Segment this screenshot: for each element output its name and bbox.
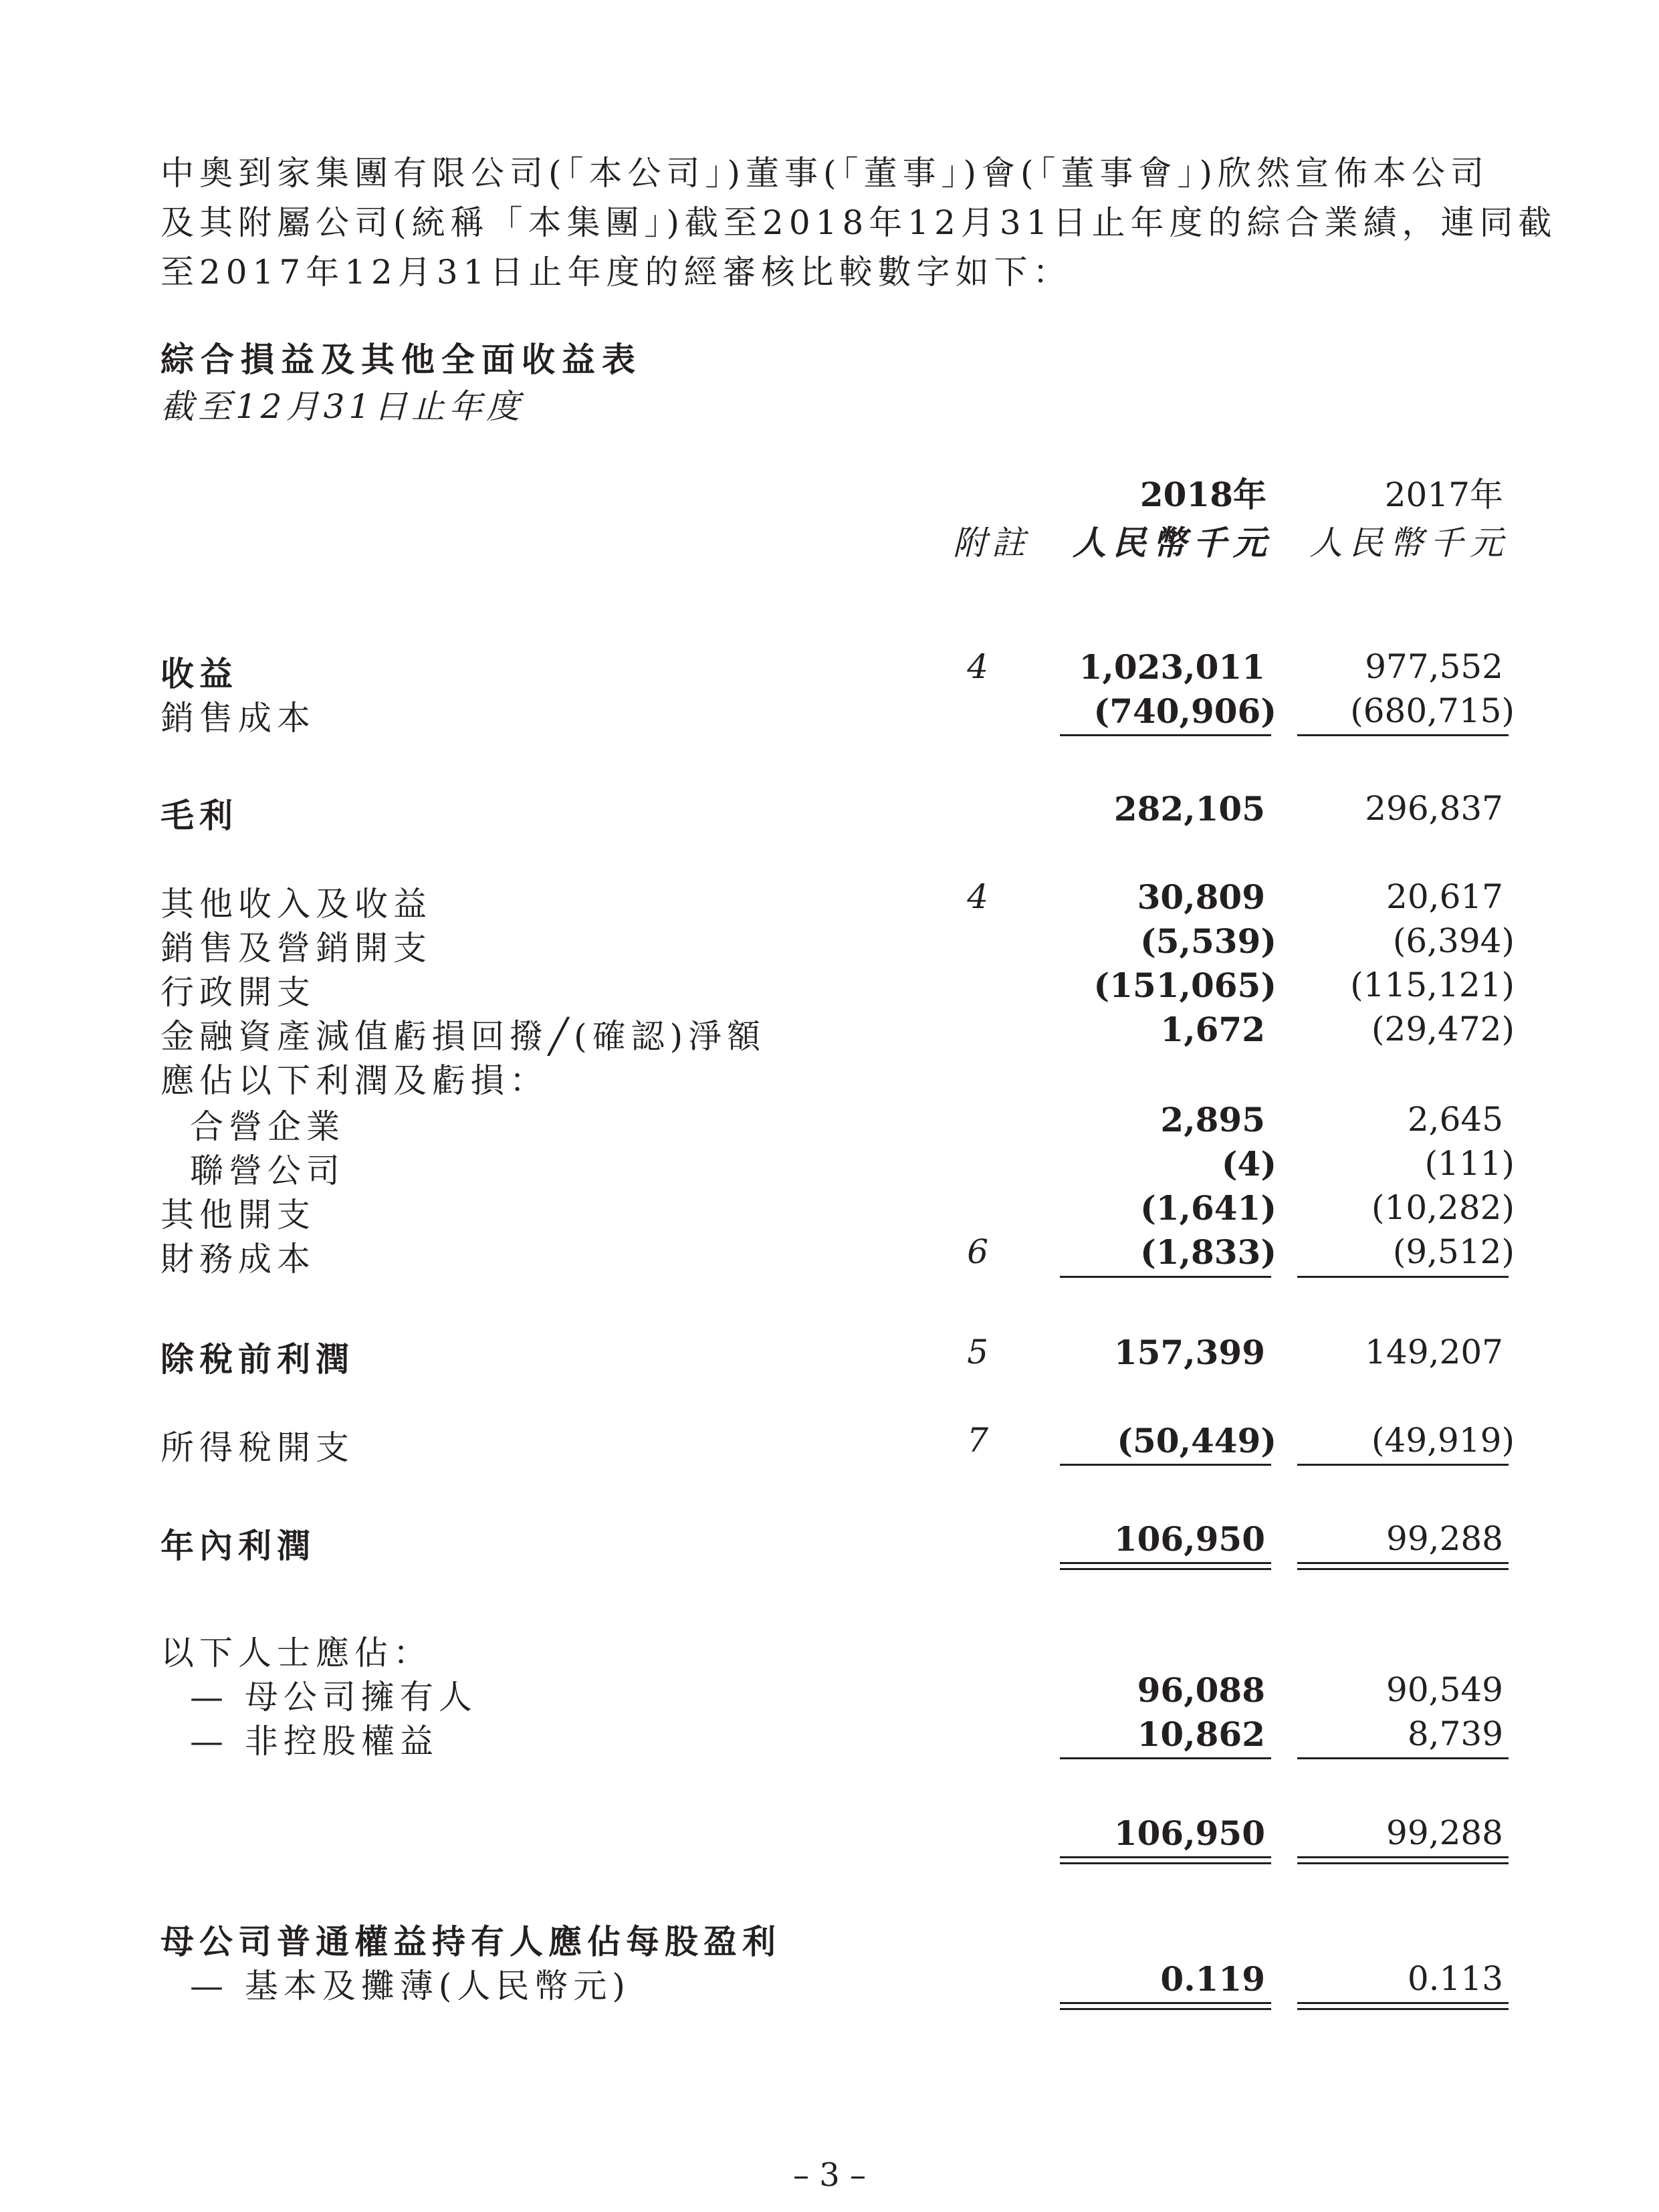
value-2018: 30,809 [1137,877,1265,917]
row-label: 其他開支 [160,1196,316,1234]
value-2018: (4) [1221,1144,1277,1184]
value-2017: (49,919) [1371,1421,1515,1460]
row-label: 行政開支 [160,973,316,1012]
subtotal-rule-2018 [1060,1464,1271,1466]
table-row-eps-title [0,1915,1659,1961]
row-note: 4 [967,877,988,916]
subtotal-rule-2017 [1297,734,1509,736]
column-year-2018: 2018年 [1139,475,1266,514]
table-row-profit-before-tax [0,1333,1659,1379]
value-2018: 0.119 [1160,1959,1265,1999]
page-number: – 3 – [792,2156,867,2194]
table-row-share-of [0,1054,1659,1100]
value-2017: (111) [1424,1144,1515,1183]
value-2018: (1,641) [1140,1188,1277,1228]
table-row-other-income [0,877,1659,923]
row-label: 年內利潤 [160,1527,316,1565]
subtotal-rule-2018 [1060,734,1271,736]
row-label: 銷售成本 [160,699,316,738]
value-2017: 20,617 [1386,877,1503,916]
total-double-rule-2018 [1060,2002,1271,2010]
column-unit-2017: 人民幣千元 [1309,524,1510,562]
table-row-other-expenses [0,1188,1659,1234]
value-2018: (740,906) [1093,691,1277,731]
table-row-joint-ventures [0,1100,1659,1146]
value-2018: (1,833) [1140,1232,1277,1272]
value-2018: 106,950 [1113,1813,1265,1853]
table-row-eps [0,1959,1659,2005]
value-2017: 149,207 [1365,1333,1503,1371]
column-unit-2018: 人民幣千元 [1073,523,1273,562]
value-2017: (9,512) [1392,1232,1515,1271]
value-2017: (10,282) [1371,1188,1515,1227]
value-2017: 8,739 [1407,1715,1503,1753]
table-row-finance-costs [0,1232,1659,1279]
subtotal-rule-2017 [1297,1276,1509,1278]
statement-subtitle: 截至12月31日止年度 [160,387,524,426]
intro-line-2: 及其附屬公司(統稱「本集團」)截至2018年12月31日止年度的綜合業績，連同截 [160,203,1557,242]
value-2018: 157,399 [1113,1333,1265,1372]
table-row-admin-expenses [0,966,1659,1012]
table-row-non-controlling [0,1715,1659,1761]
table-row-total [0,1813,1659,1856]
total-double-rule-2017 [1297,1856,1509,1864]
value-2017: (6,394) [1392,921,1515,960]
row-label: 母公司普通權益持有人應佔每股盈利 [160,1922,781,1961]
total-double-rule-2018 [1060,1562,1271,1570]
subtotal-rule-2018 [1060,1757,1271,1759]
table-row-revenue [0,647,1659,693]
table-row-cost-of-sales [0,691,1659,738]
row-label: 除稅前利潤 [160,1340,354,1379]
row-label: 合營企業 [190,1107,345,1146]
value-2017: 296,837 [1365,789,1503,828]
intro-line-3: 至2017年12月31日止年度的經審核比較數字如下： [160,253,1072,292]
value-2017: (680,715) [1350,691,1515,730]
intro-paragraph [160,148,1557,297]
total-double-rule-2018 [1060,1856,1271,1864]
value-2018: 2,895 [1160,1100,1265,1139]
row-label: — 基本及攤薄(人民幣元) [190,1967,631,2005]
row-label: 毛利 [160,796,238,835]
value-2018: (50,449) [1117,1421,1277,1460]
value-2017: 99,288 [1386,1519,1503,1558]
table-row-owners [0,1670,1659,1717]
row-note: 5 [967,1333,988,1371]
value-2017: 2,645 [1407,1100,1503,1139]
total-double-rule-2017 [1297,2002,1509,2010]
row-label: 其他收入及收益 [160,885,432,923]
table-row-attributable [0,1626,1659,1672]
value-2018: (151,065) [1093,966,1277,1005]
table-row-selling-expenses [0,921,1659,968]
row-label: 財務成本 [160,1240,316,1279]
value-2018: 96,088 [1137,1670,1265,1710]
subtotal-rule-2017 [1297,1464,1509,1466]
value-2017: 977,552 [1365,647,1503,686]
table-row-profit-for-year [0,1519,1659,1565]
table-row-income-tax [0,1421,1659,1467]
row-note: 7 [967,1421,988,1460]
row-label: — 非控股權益 [190,1722,439,1761]
subtotal-rule-2018 [1060,1276,1271,1278]
row-label: 所得稅開支 [160,1428,354,1467]
value-2017: 0.113 [1407,1959,1503,1998]
table-row-associates [0,1144,1659,1190]
table-row-gross-profit [0,789,1659,835]
subtotal-rule-2017 [1297,1757,1509,1759]
statement-title: 綜合損益及其他全面收益表 [160,340,642,379]
row-note: 4 [967,647,988,686]
table-row-impairment [0,1010,1659,1056]
row-label: 聯營公司 [190,1151,345,1190]
value-2018: 282,105 [1113,789,1265,828]
row-label: 應佔以下利潤及虧損： [160,1061,548,1100]
row-label: 以下人士應佔： [160,1634,432,1672]
value-2018: 1,672 [1160,1010,1265,1049]
column-year-2017: 2017年 [1384,475,1503,514]
intro-line-1: 中奧到家集團有限公司(「本公司」)董事(「董事」)會(「董事會」)欣然宣佈本公司 [160,154,1490,193]
column-note: 附註 [953,524,1030,562]
row-label: 金融資產減值虧損回撥╱(確認)淨額 [160,1017,766,1056]
row-label: 銷售及營銷開支 [160,929,432,968]
total-double-rule-2017 [1297,1562,1509,1570]
value-2017: (29,472) [1371,1010,1515,1048]
value-2018: 1,023,011 [1079,647,1265,687]
value-2018: 10,862 [1137,1715,1265,1754]
value-2017: (115,121) [1350,966,1515,1004]
row-label: — 母公司擁有人 [190,1678,477,1717]
value-2018: (5,539) [1140,921,1277,961]
value-2017: 99,288 [1386,1813,1503,1852]
value-2018: 106,950 [1113,1519,1265,1559]
row-note: 6 [967,1232,988,1271]
row-label: 收益 [160,655,238,693]
value-2017: 90,549 [1386,1670,1503,1709]
